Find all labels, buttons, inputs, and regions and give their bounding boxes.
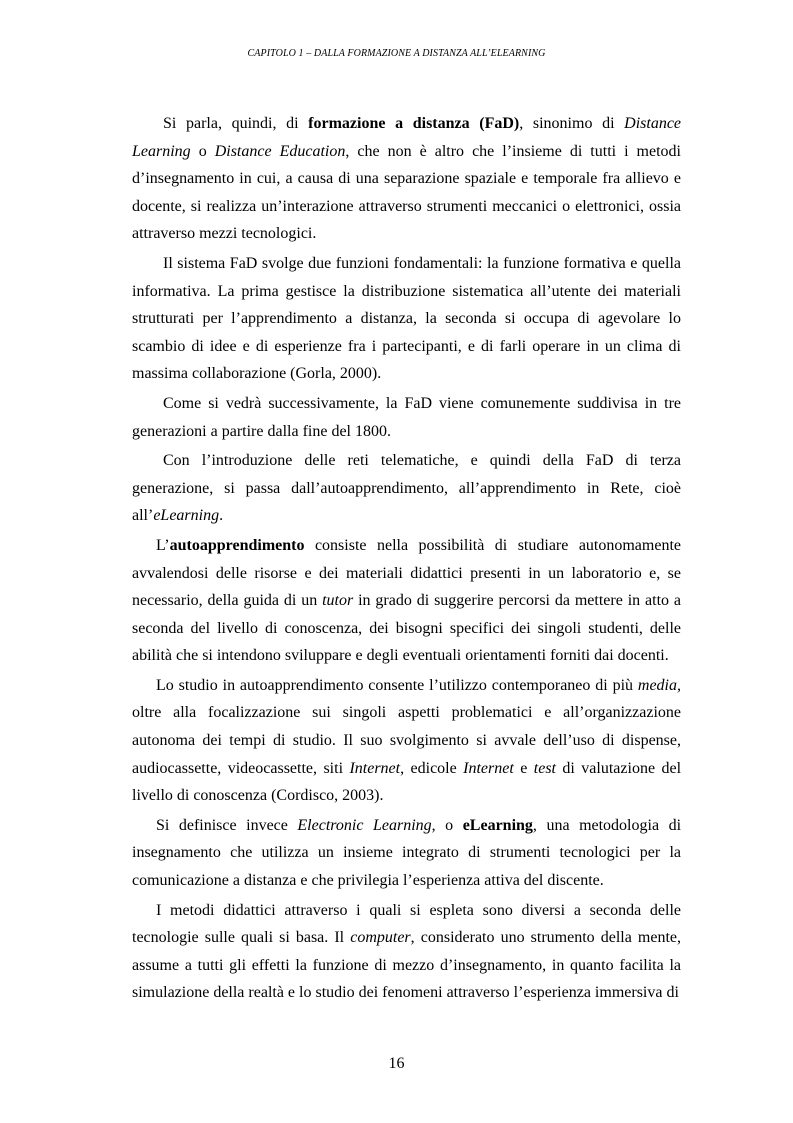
paragraph-autoapprendimento xyxy=(132,532,681,670)
paragraph-fad-functions xyxy=(132,250,681,388)
text-segment: Il sistema FaD svolge due funzioni fondamentali: la funzione formativa e quella informativa. La prima gestisce la distribuzione sistematica all’utente dei materiali strutturati per l’apprendimento a distanza, la seconda si occupa di agevolare lo scambio di idee e di esperienze fra i partecipanti, e di farli operare in un clima di massima collaborazione (Gorla, 2000). xyxy=(132,254,681,383)
text-segment: , che non è altro che l’insieme di tutti i metodi d’insegnamento in cui, a causa di una separazione spaziale e temporale fra allievo e docente, si realizza un’interazione attraverso strumenti meccanici o elettronici, ossia attraverso mezzi tecnologici. xyxy=(132,142,681,243)
text-segment: di valutazione del livello di conoscenza (Cordisco, 2003). xyxy=(132,759,682,805)
text-segment: I metodi didattici attraverso i quali si espleta sono diversi a seconda delle tecnologie sulle quali si basa. Il xyxy=(132,901,681,947)
text-segment: consiste nella possibilità di studiare autonomamente avvalendosi delle risorse e dei materiali didattici presenti in un laboratorio e, se necessario, della guida di un xyxy=(132,536,681,610)
term-electronic-learning: Electronic Learning xyxy=(297,816,432,834)
body-text xyxy=(132,110,681,1007)
term-media: media, xyxy=(637,676,681,694)
term-test: test xyxy=(533,759,556,777)
text-segment: , una metodologia di insegnamento che utilizza un insieme integrato di strumenti tecnologici per la comunicazione a distanza e che privilegia l’esperienza attiva del discente. xyxy=(132,816,682,890)
text-segment: o xyxy=(190,142,215,160)
paragraph-fad-definition xyxy=(132,110,681,248)
paragraph-telematic-networks xyxy=(132,447,681,530)
paragraph-fad-generations xyxy=(132,390,681,445)
text-segment: . xyxy=(219,507,224,525)
text-segment: , considerato uno strumento della mente, assume a tutti gli effetti la funzione di mezzo d’insegnamento, in quanto facilita la simulazione della realtà e lo studio dei fenomeni attraverso l’esperienza immersiva di xyxy=(132,929,681,1002)
paragraph-electronic-learning xyxy=(132,812,681,895)
term-autoapprendimento: autoapprendimento xyxy=(169,536,305,554)
term-elearning: eLearning xyxy=(153,507,220,525)
text-segment: , o xyxy=(431,816,463,834)
running-header: CAPITOLO 1 – DALLA FORMAZIONE A DISTANZA ALL’ELEARNING xyxy=(247,48,546,59)
term-distance-learning: Distance Learning xyxy=(132,115,682,160)
text-segment: oltre alla focalizzazione sui singoli aspetti problematici e all’organizzazione autonoma dei tempi di studio. Il suo svolgimento si avvale dell’uso di dispense, audiocassette, videocassette, siti xyxy=(132,704,681,777)
term-internet: Internet xyxy=(463,759,514,777)
term-internet: Internet xyxy=(349,759,401,777)
paragraph-studio-autoapprendimento xyxy=(132,672,681,810)
text-segment: Si definisce invece xyxy=(156,816,298,834)
text-segment: , sinonimo di xyxy=(519,115,625,132)
page-number: 16 xyxy=(388,1055,405,1072)
text-segment: Come si vedrà successivamente, la FaD viene comunemente suddivisa in tre generazioni a partire dalla fine del 1800. xyxy=(132,394,681,440)
term-tutor: tutor xyxy=(322,592,354,610)
text-segment: , edicole xyxy=(400,759,464,777)
paragraph-metodi-didattici xyxy=(132,897,681,1007)
text-segment: Si parla, quindi, di xyxy=(163,115,309,132)
term-computer: computer xyxy=(350,929,411,947)
text-segment: L’ xyxy=(156,536,170,554)
text-segment: e xyxy=(513,759,534,777)
text-segment: Con l’introduzione delle reti telematiche, e quindi della FaD di terza generazione, si passa dall’autoapprendimento, all’apprendimento in Rete, cioè all’ xyxy=(132,452,681,525)
term-fad: formazione a distanza (FaD) xyxy=(308,115,520,132)
text-segment: Lo studio in autoapprendimento consente l’utilizzo contemporaneo di più xyxy=(156,676,638,694)
text-segment: in grado di suggerire percorsi da mettere in atto a seconda del livello di conoscenza, dei bisogni specifici dei singoli studenti, delle abilità che si intendono sviluppare e degli eventuali orientamenti forniti dai docenti. xyxy=(132,592,681,665)
term-distance-education: Distance Education xyxy=(214,142,346,160)
term-elearning-bold: eLearning xyxy=(462,816,533,834)
